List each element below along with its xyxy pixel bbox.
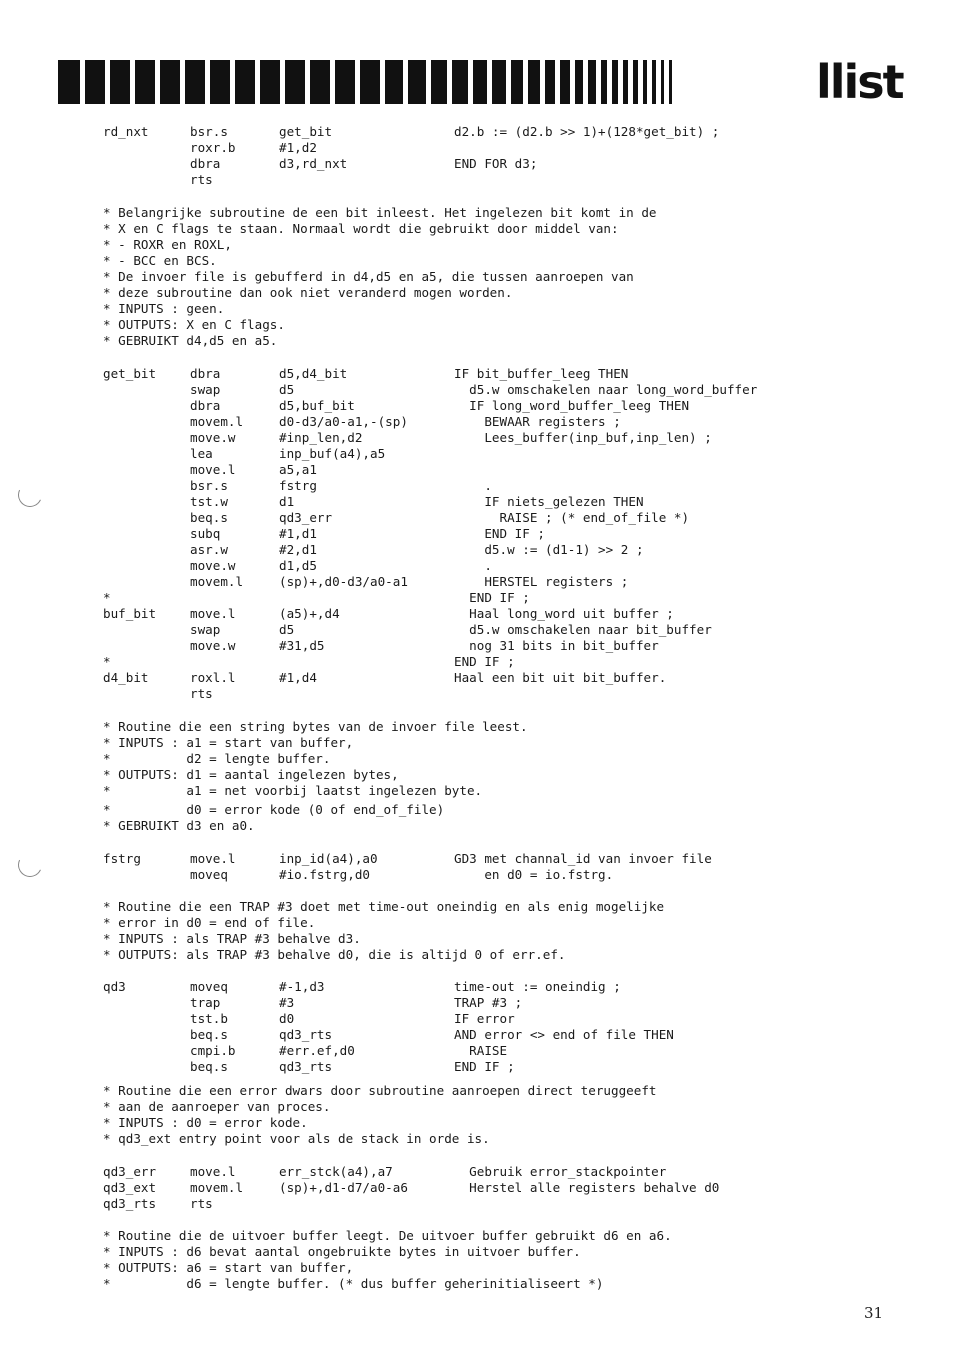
- code-label: * d6 = lengte buffer. (* dus buffer geherinitialiseert *): [103, 1276, 604, 1291]
- code-label: * qd3_ext entry point voor als de stack in orde is.: [103, 1131, 490, 1146]
- code-operand: #1,d2: [279, 140, 317, 155]
- code-instruction: roxl.l: [190, 670, 236, 685]
- code-label: * a1 = net voorbij laatst ingelezen byte.: [103, 783, 483, 798]
- code-comment: IF niets_gelezen THEN: [454, 494, 644, 509]
- code-label: * d0 = error kode (0 of end_of_file): [103, 802, 445, 817]
- code-label: qd3_ext: [103, 1180, 157, 1195]
- code-instruction: dbra: [190, 366, 221, 381]
- code-comment: END IF ;: [454, 526, 545, 541]
- code-instruction: move.l: [190, 462, 236, 477]
- code-comment: AND error <> end of file THEN: [454, 1027, 674, 1042]
- code-instruction: move.w: [190, 430, 236, 445]
- code-instruction: rts: [190, 172, 213, 187]
- code-operand: d1: [279, 494, 295, 509]
- code-comment: d5.w := (d1-1) >> 2 ;: [454, 542, 644, 557]
- code-comment: GD3 met channal_id van invoer file: [454, 851, 712, 866]
- code-instruction: tst.w: [190, 494, 228, 509]
- code-label: fstrg: [103, 851, 141, 866]
- code-label: get_bit: [103, 366, 157, 381]
- code-label: * deze subroutine dan ook niet veranderd mogen worden.: [103, 285, 513, 300]
- code-instruction: cmpi.b: [190, 1043, 236, 1058]
- code-label: * INPUTS : geen.: [103, 301, 225, 316]
- code-comment: END IF ;: [454, 1059, 515, 1074]
- code-label: * Routine die een TRAP #3 doet met time-out oneindig en als enig mogelijke: [103, 899, 665, 914]
- code-instruction: rts: [190, 1196, 213, 1211]
- code-comment: Herstel alle registers behalve d0: [454, 1180, 720, 1195]
- code-comment: RAISE: [454, 1043, 508, 1058]
- code-label: * INPUTS : d6 bevat aantal ongebruikte bytes in uitvoer buffer.: [103, 1244, 581, 1259]
- code-label: * GEBRUIKT d3 en a0.: [103, 818, 255, 833]
- code-comment: en d0 = io.fstrg.: [454, 867, 614, 882]
- code-operand: d5,buf_bit: [279, 398, 355, 413]
- code-operand: a5,a1: [279, 462, 317, 477]
- code-instruction: roxr.b: [190, 140, 236, 155]
- code-label: * - BCC en BCS.: [103, 253, 217, 268]
- code-instruction: dbra: [190, 156, 221, 171]
- code-label: *: [103, 590, 111, 605]
- code-instruction: subq: [190, 526, 221, 541]
- code-instruction: move.w: [190, 638, 236, 653]
- code-label: qd3: [103, 979, 126, 994]
- code-label: * Routine die een string bytes van de invoer file leest.: [103, 719, 528, 734]
- code-operand: d5: [279, 382, 295, 397]
- code-comment: nog 31 bits in bit_buffer: [454, 638, 659, 653]
- code-comment: d5.w omschakelen naar bit_buffer: [454, 622, 712, 637]
- code-instruction: beq.s: [190, 510, 228, 525]
- code-instruction: movem.l: [190, 1180, 244, 1195]
- code-label: * INPUTS : a1 = start van buffer,: [103, 735, 354, 750]
- code-comment: d5.w omschakelen naar long_word_buffer: [454, 382, 758, 397]
- code-operand: (sp)+,d1-d7/a0-a6: [279, 1180, 408, 1195]
- code-instruction: bsr.s: [190, 478, 228, 493]
- code-instruction: beq.s: [190, 1059, 228, 1074]
- code-label: d4_bit: [103, 670, 149, 685]
- code-comment: Lees_buffer(inp_buf,inp_len) ;: [454, 430, 712, 445]
- code-label: * De invoer file is gebufferd in d4,d5 en a5, die tussen aanroepen van: [103, 269, 634, 284]
- code-operand: #3: [279, 995, 295, 1010]
- code-comment: IF bit_buffer_leeg THEN: [454, 366, 629, 381]
- code-comment: time-out := oneindig ;: [454, 979, 621, 994]
- code-instruction: movem.l: [190, 414, 244, 429]
- code-instruction: move.l: [190, 606, 236, 621]
- code-comment: Gebruik error_stackpointer: [454, 1164, 667, 1179]
- code-operand: #1,d4: [279, 670, 317, 685]
- page-number: 31: [864, 1304, 884, 1322]
- code-label: * X en C flags te staan. Normaal wordt die gebruikt door middel van:: [103, 221, 619, 236]
- code-operand: #inp_len,d2: [279, 430, 363, 445]
- code-instruction: trap: [190, 995, 221, 1010]
- code-instruction: movem.l: [190, 574, 244, 589]
- code-label: buf_bit: [103, 606, 157, 621]
- code-operand: d0: [279, 1011, 295, 1026]
- code-operand: #2,d1: [279, 542, 317, 557]
- code-instruction: swap: [190, 622, 221, 637]
- code-label: * INPUTS : als TRAP #3 behalve d3.: [103, 931, 361, 946]
- code-operand: (a5)+,d4: [279, 606, 340, 621]
- code-comment: TRAP #3 ;: [454, 995, 523, 1010]
- code-operand: #io.fstrg,d0: [279, 867, 370, 882]
- code-label: qd3_rts: [103, 1196, 157, 1211]
- code-comment: RAISE ; (* end_of_file *): [454, 510, 690, 525]
- code-instruction: tst.b: [190, 1011, 228, 1026]
- code-comment: END IF ;: [454, 654, 515, 669]
- code-instruction: lea: [190, 446, 213, 461]
- code-instruction: moveq: [190, 867, 228, 882]
- code-label: * error in d0 = end of file.: [103, 915, 316, 930]
- code-label: * d2 = lengte buffer.: [103, 751, 331, 766]
- code-label: * Routine die de uitvoer buffer leegt. De uitvoer buffer gebruikt d6 en a6.: [103, 1228, 672, 1243]
- code-label: * OUTPUTS: als TRAP #3 behalve d0, die is altijd 0 of err.ef.: [103, 947, 566, 962]
- code-instruction: asr.w: [190, 542, 228, 557]
- code-operand: qd3_err: [279, 510, 333, 525]
- code-instruction: move.w: [190, 558, 236, 573]
- code-comment: IF long_word_buffer_leeg THEN: [454, 398, 690, 413]
- code-comment: Haal long_word uit buffer ;: [454, 606, 674, 621]
- code-operand: err_stck(a4),a7: [279, 1164, 393, 1179]
- code-operand: get_bit: [279, 124, 333, 139]
- code-label: *: [103, 654, 111, 669]
- code-label: * OUTPUTS: a6 = start van buffer,: [103, 1260, 354, 1275]
- code-comment: HERSTEL registers ;: [454, 574, 629, 589]
- list-logo: llist: [816, 55, 903, 109]
- code-label: * GEBRUIKT d4,d5 en a5.: [103, 333, 278, 348]
- code-comment: END IF ;: [454, 590, 530, 605]
- code-instruction: move.l: [190, 851, 236, 866]
- code-label: * - ROXR en ROXL,: [103, 237, 232, 252]
- code-label: * OUTPUTS: d1 = aantal ingelezen bytes,: [103, 767, 399, 782]
- code-instruction: beq.s: [190, 1027, 228, 1042]
- code-operand: fstrg: [279, 478, 317, 493]
- code-comment: .: [454, 558, 492, 573]
- code-operand: d3,rd_nxt: [279, 156, 348, 171]
- code-comment: Haal een bit uit bit_buffer.: [454, 670, 667, 685]
- code-comment: d2.b := (d2.b >> 1)+(128*get_bit) ;: [454, 124, 720, 139]
- code-operand: #31,d5: [279, 638, 325, 653]
- code-label: * aan de aanroeper van proces.: [103, 1099, 331, 1114]
- code-instruction: bsr.s: [190, 124, 228, 139]
- code-comment: .: [454, 478, 492, 493]
- code-instruction: rts: [190, 686, 213, 701]
- code-operand: d1,d5: [279, 558, 317, 573]
- code-operand: d5: [279, 622, 295, 637]
- code-operand: #err.ef,d0: [279, 1043, 355, 1058]
- code-operand: qd3_rts: [279, 1027, 333, 1042]
- code-label: * OUTPUTS: X en C flags.: [103, 317, 285, 332]
- code-operand: (sp)+,d0-d3/a0-a1: [279, 574, 408, 589]
- code-operand: d5,d4_bit: [279, 366, 348, 381]
- code-operand: qd3_rts: [279, 1059, 333, 1074]
- code-instruction: swap: [190, 382, 221, 397]
- code-label: rd_nxt: [103, 124, 149, 139]
- code-operand: #1,d1: [279, 526, 317, 541]
- code-operand: #-1,d3: [279, 979, 325, 994]
- code-label: * INPUTS : d0 = error kode.: [103, 1115, 308, 1130]
- code-label: * Belangrijke subroutine de een bit inleest. Het ingelezen bit komt in de: [103, 205, 657, 220]
- code-instruction: moveq: [190, 979, 228, 994]
- code-instruction: dbra: [190, 398, 221, 413]
- code-operand: inp_buf(a4),a5: [279, 446, 386, 461]
- code-comment: IF error: [454, 1011, 515, 1026]
- code-instruction: move.l: [190, 1164, 236, 1179]
- code-label: * Routine die een error dwars door subroutine aanroepen direct teruggeeft: [103, 1083, 657, 1098]
- code-comment: END FOR d3;: [454, 156, 538, 171]
- code-operand: inp_id(a4),a0: [279, 851, 378, 866]
- code-label: qd3_err: [103, 1164, 157, 1179]
- code-comment: BEWAAR registers ;: [454, 414, 621, 429]
- code-operand: d0-d3/a0-a1,-(sp): [279, 414, 408, 429]
